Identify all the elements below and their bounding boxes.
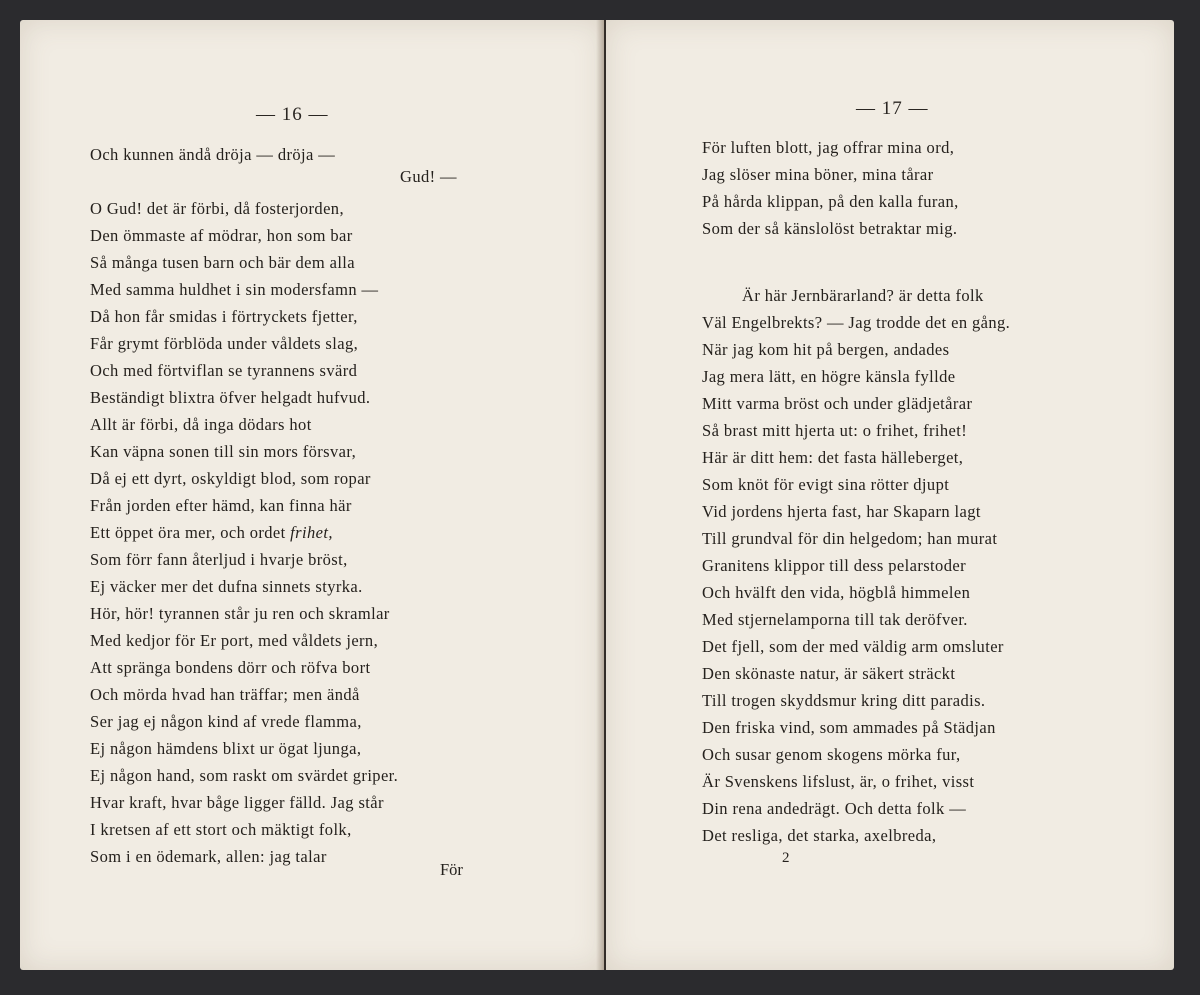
signature-mark: 2 xyxy=(782,850,790,866)
verse-line: O Gud! det är förbi, då fosterjorden, xyxy=(90,199,344,218)
verse-line: Din rena andedrägt. Och detta folk — xyxy=(702,799,967,818)
verse-line: Och med förtviflan se tyrannens svärd xyxy=(90,361,358,380)
verse-line: Får grymt förblöda under våldets slag, xyxy=(90,334,359,353)
verse-line: Beständigt blixtra öfver helgadt hufvud. xyxy=(90,388,371,407)
verse-line: Till grundval för din helgedom; han murat xyxy=(702,529,998,548)
verse-line: Och kunnen ändå dröja — dröja — xyxy=(90,145,336,164)
verse-line: I kretsen af ett stort och mäktigt folk, xyxy=(90,820,352,839)
verse-line: För luften blott, jag offrar mina ord, xyxy=(702,138,955,157)
verse-line: Och susar genom skogens mörka fur, xyxy=(702,745,961,764)
verse-line: Allt är förbi, då inga dödars hot xyxy=(90,415,312,434)
verse-line: Ej någon hämdens blixt ur ögat ljunga, xyxy=(90,739,362,758)
verse-line: Det resliga, det starka, axelbreda, xyxy=(702,826,937,845)
verse-line: Hvar kraft, hvar båge ligger fälld. Jag står xyxy=(90,793,384,812)
verse-line: Ej väcker mer det dufna sinnets styrka. xyxy=(90,577,363,596)
catchword: För xyxy=(440,860,463,879)
verse-line: Mitt varma bröst och under glädjetårar xyxy=(702,394,973,413)
page-number-17: — 17 — xyxy=(856,98,929,119)
verse-line: Som förr fann återljud i hvarje bröst, xyxy=(90,550,348,569)
verse-line: På hårda klippan, på den kalla furan, xyxy=(702,192,959,211)
verse-line: Hör, hör! tyrannen står ju ren och skramlar xyxy=(90,604,390,623)
verse-line: Den ömmaste af mödrar, hon som bar xyxy=(90,226,353,245)
verse-line: Ej någon hand, som raskt om svärdet griper. xyxy=(90,766,399,785)
verse-line: Den skönaste natur, är säkert sträckt xyxy=(702,664,956,683)
verse-line: Från jorden efter hämd, kan finna här xyxy=(90,496,352,515)
verse-line: Som i en ödemark, allen: jag talar xyxy=(90,847,327,866)
verse-text: Ett öppet öra mer, och ordet xyxy=(90,523,286,542)
verse-line-with-italic xyxy=(90,523,333,543)
verse-line: Så brast mitt hjerta ut: o frihet, frihet! xyxy=(702,421,968,440)
left-page xyxy=(20,20,604,970)
page-number-16: — 16 — xyxy=(256,104,329,125)
verse-line: Så många tusen barn och bär dem alla xyxy=(90,253,356,272)
verse-line: Granitens klippor till dess pelarstoder xyxy=(702,556,966,575)
verse-line: Här är ditt hem: det fasta hälleberget, xyxy=(702,448,964,467)
verse-line: Jag slöser mina böner, mina tårar xyxy=(702,165,934,184)
verse-line: Det fjell, som der med väldig arm omsluter xyxy=(702,637,1004,656)
verse-line: Väl Engelbrekts? — Jag trodde det en gång. xyxy=(702,313,1011,332)
verse-line: Med stjernelamporna till tak deröfver. xyxy=(702,610,968,629)
verse-line: Som knöt för evigt sina rötter djupt xyxy=(702,475,950,494)
verse-line: Den friska vind, som ammades på Städjan xyxy=(702,718,996,737)
verse-line: Är Svenskens lifslust, är, o frihet, visst xyxy=(702,772,975,791)
verse-line: Ser jag ej någon kind af vrede flamma, xyxy=(90,712,362,731)
verse-line: Med kedjor för Er port, med våldets jern, xyxy=(90,631,379,650)
verse-line: Med samma huldhet i sin modersfamn — xyxy=(90,280,379,299)
verse-line: Är här Jernbärarland? är detta folk xyxy=(742,286,984,305)
verse-line: Vid jordens hjerta fast, har Skaparn lagt xyxy=(702,502,981,521)
verse-line: Och mörda hvad han träffar; men ändå xyxy=(90,685,360,704)
verse-line: Som der så känslolöst betraktar mig. xyxy=(702,219,958,238)
verse-line: Då ej ett dyrt, oskyldigt blod, som ropar xyxy=(90,469,371,488)
verse-line: Då hon får smidas i förtryckets fjetter, xyxy=(90,307,358,326)
verse-line: Kan väpna sonen till sin mors försvar, xyxy=(90,442,357,461)
verse-line: Och hvälft den vida, högblå himmelen xyxy=(702,583,971,602)
verse-line: När jag kom hit på bergen, andades xyxy=(702,340,950,359)
verse-line: Jag mera lätt, en högre känsla fyllde xyxy=(702,367,956,386)
verse-line: Till trogen skyddsmur kring ditt paradis. xyxy=(702,691,986,710)
verse-line: Att spränga bondens dörr och röfva bort xyxy=(90,658,371,677)
right-page xyxy=(606,20,1174,970)
italic-word-frihet: frihet, xyxy=(290,523,333,542)
verse-line: Gud! — xyxy=(400,167,457,186)
